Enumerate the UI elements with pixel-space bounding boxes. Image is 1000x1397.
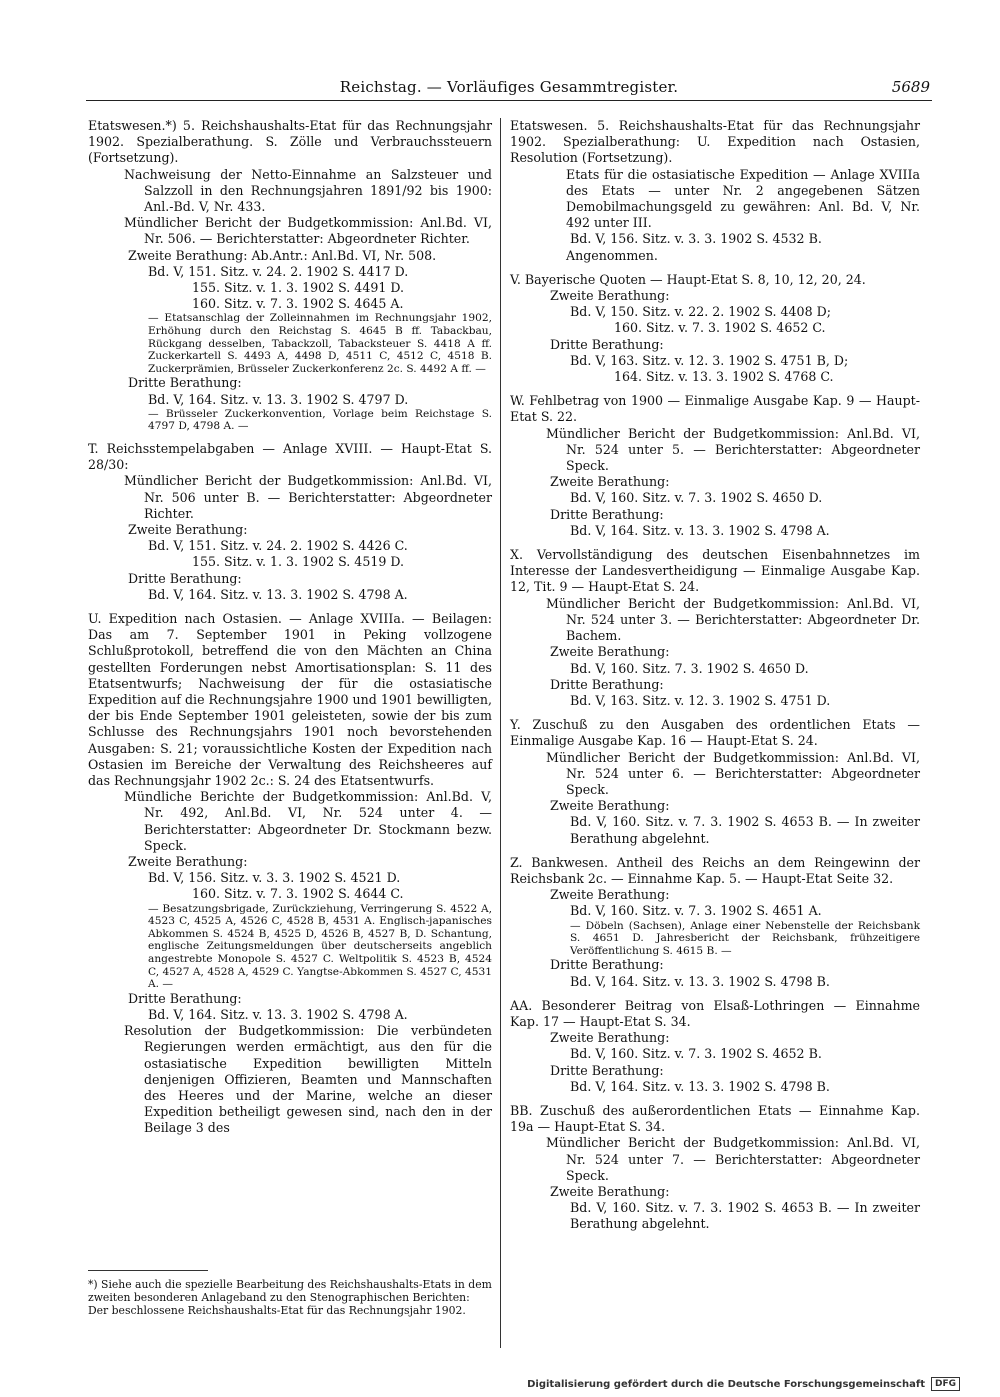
entry-line: Bd. V, 156. Sitz. v. 3. 3. 1902 S. 4532 B. bbox=[570, 231, 822, 247]
entry-heading: Z. Bankwesen. Antheil des Reichs an dem Reingewinn der Reichsbank 2c. — Einnahme Kap. 5. — Haupt-Etat Seite 32. bbox=[510, 854, 920, 886]
footnote: *) Siehe auch die spezielle Bearbeitung des Reichshaushalts-Etats in dem zweiten besonderen Anlageband zu den Stenographischen Berichten: Der beschlossene Reichshaushalts-Etat für das Rechnungsjahr 1902. bbox=[88, 1278, 492, 1317]
entry-line: Bd. V, 156. Sitz. v. 3. 3. 1902 S. 4521 D. bbox=[148, 870, 401, 886]
entry-spacer bbox=[510, 847, 920, 855]
entry-line: Mündlicher Bericht der Budgetkommission: Anl.Bd. VI, Nr. 524 unter 5. — Berichterstatter: Abgeordneter Speck. bbox=[546, 425, 920, 474]
entry-line: Dritte Berathung: bbox=[550, 1062, 664, 1078]
entry-heading: U. Expedition nach Ostasien. — Anlage XVIIIa. — Beilagen: Das am 7. September 1901 in Peking vollzogene Schlußprotokoll, betreffend die von den Mächten an China gestellten Forderungen nebst Amortisationsplan: S. 11 des Etatsentwurfs; Nachweisung der für die ostasiatische Expedition auf die Rechnungsjahre 1900 und 1901 bewilligten, der bis Ende September 1901 geleisteten, sowie der bis zum Schlusse des Rechnungsjahrs 1901 noch bevorstehenden Ausgaben: S. 21; voraussichtliche Kosten der Expedition nach Ostasien im Bereiche der Verwaltung des Reichsheeres auf das Rechnungsjahr 1902 2c.: S. 24 des Etatsentwurfs. bbox=[88, 611, 492, 789]
entry-line: Zweite Berathung: bbox=[128, 522, 248, 538]
entry-line: Bd. V, 163. Sitz. v. 12. 3. 1902 S. 4751 D. bbox=[570, 692, 831, 708]
entry-heading: Y. Zuschuß zu den Ausgaben des ordentlichen Etats — Einmalige Ausgabe Kap. 16 — Haupt-Etat S. 24. bbox=[510, 717, 920, 749]
entry-spacer bbox=[88, 433, 492, 441]
entry-line: Bd. V, 164. Sitz. v. 13. 3. 1902 S. 4797 D. bbox=[148, 391, 409, 407]
entry-line: Mündlicher Bericht der Budgetkommission: Anl.Bd. VI, Nr. 506 unter B. — Berichterstatter: Abgeordneter Richter. bbox=[124, 473, 492, 521]
entry-line: — Besatzungsbrigade, Zurückziehung, Verringerung S. 4522 A, 4523 C, 4525 A, 4526 C, 4528 B, 4531 A. Englisch-japanisches Abkommen S. 4524 B, 4525 D, 4526 B, 4527 B, D. Schantung, englische Zeitungsmeldungen über deutscherseits angeblich angestrebte Monopole S. 4527 C. Weltpolitik S. 4523 B, 4524 C, 4527 A, 4528 A, 4529 C. Yangtse-Abkommen S. 4527 C, 4531 A. — bbox=[148, 902, 492, 991]
entry-line: Dritte Berathung: bbox=[128, 570, 242, 586]
entry-heading: W. Fehlbetrag von 1900 — Einmalige Ausgabe Kap. 9 — Haupt-Etat S. 22. bbox=[510, 393, 920, 425]
entry-line: Bd. V, 151. Sitz. v. 24. 2. 1902 S. 4426 C. bbox=[148, 538, 408, 554]
entry-spacer bbox=[88, 603, 492, 611]
entry-line: Mündliche Berichte der Budgetkommission: Anl.Bd. V, Nr. 492, Anl.Bd. VI, Nr. 524 unter 4. — Berichterstatter: Abgeordneter Dr. Stockmann bezw. Speck. bbox=[124, 789, 492, 853]
entry-line: Dritte Berathung: bbox=[128, 375, 242, 391]
credit-text: Digitalisierung gefördert durch die Deutsche Forschungsgemeinschaft bbox=[527, 1378, 925, 1390]
entry-line: Resolution der Budgetkommission: Die verbündeten Regierungen werden ermächtigt, aus den für die ostasiatische Expedition bewilligten Mitteln denjenigen Offizieren, Beamten und Mannschaften des Heeres und der Marine, welche an dieser Expedition betheiligt gewesen sind, nach den in der Beilage 3 des bbox=[124, 1023, 492, 1136]
entry-line: Bd. V, 164. Sitz. v. 13. 3. 1902 S. 4798 B. bbox=[570, 973, 830, 989]
dfg-logo: DFG bbox=[931, 1377, 960, 1391]
entry-line: 164. Sitz. v. 13. 3. 1902 S. 4768 C. bbox=[614, 369, 834, 385]
entry-line: Etats für die ostasiatische Expedition — Anlage XVIIIa des Etats — unter Nr. 2 angegebenen Sätzen Demobilmachungsgeld zu gewähren: Anl. Bd. V, Nr. 492 unter III. bbox=[566, 166, 920, 231]
entry-line: 155. Sitz. v. 1. 3. 1902 S. 4491 D. bbox=[192, 280, 405, 296]
entry-line: Dritte Berathung: bbox=[550, 336, 664, 352]
entry-line: Bd. V, 164. Sitz. v. 13. 3. 1902 S. 4798 A. bbox=[148, 586, 408, 602]
entry-heading: T. Reichsstempelabgaben — Anlage XVIII. — Haupt-Etat S. 28/30: bbox=[88, 441, 492, 473]
entry-line: Zweite Berathung: bbox=[550, 288, 670, 304]
entry-spacer bbox=[510, 264, 920, 272]
entry-line: — Döbeln (Sachsen), Anlage einer Nebenstelle der Reichsbank S. 4651 D. Jahresbericht der Reichsbank, frühzeitigere Veröffentlichung S. 4615 B. — bbox=[570, 919, 920, 957]
entry-line: Zweite Berathung: bbox=[550, 887, 670, 903]
page-number: 5689 bbox=[891, 78, 930, 96]
entry-line: 160. Sitz. v. 7. 3. 1902 S. 4652 C. bbox=[614, 320, 826, 336]
entry-spacer bbox=[510, 1095, 920, 1103]
entry-line: Zweite Berathung: bbox=[550, 1030, 670, 1046]
entry-heading: Etatswesen.*) 5. Reichshaushalts-Etat für das Rechnungsjahr 1902. Spezialberathung. S. Zölle und Verbrauchssteuern (Fortsetzung). bbox=[88, 118, 492, 166]
entry-line: 160. Sitz. v. 7. 3. 1902 S. 4644 C. bbox=[192, 886, 404, 902]
right-column bbox=[510, 118, 920, 1233]
entry-line: Dritte Berathung: bbox=[550, 506, 664, 522]
entry-heading: V. Bayerische Quoten — Haupt-Etat S. 8, 10, 12, 20, 24. bbox=[510, 271, 866, 287]
entry-spacer bbox=[510, 990, 920, 998]
entry-line: Mündlicher Bericht der Budgetkommission: Anl.Bd. VI, Nr. 524 unter 7. — Berichterstatter: Abgeordneter Speck. bbox=[546, 1135, 920, 1183]
header-rule bbox=[86, 100, 932, 101]
entry-line: Zweite Berathung: bbox=[550, 1183, 670, 1199]
entry-line: Bd. V, 160. Sitz. v. 7. 3. 1902 S. 4651 A. bbox=[570, 903, 822, 919]
entry-heading: AA. Besonderer Beitrag von Elsaß-Lothringen — Einnahme Kap. 17 — Haupt-Etat S. 34. bbox=[510, 997, 920, 1029]
entry-line: Zweite Berathung: bbox=[550, 798, 670, 814]
entry-line: Bd. V, 160. Sitz. 7. 3. 1902 S. 4650 D. bbox=[570, 660, 809, 676]
entry-line: Bd. V, 164. Sitz. v. 13. 3. 1902 S. 4798 B. bbox=[570, 1078, 830, 1094]
entry-line: Zweite Berathung: Ab.Antr.: Anl.Bd. VI, Nr. 508. bbox=[128, 247, 437, 263]
entry-line: Mündlicher Bericht der Budgetkommission: Anl.Bd. VI, Nr. 524 unter 6. — Berichterstatter: Abgeordneter Speck. bbox=[546, 749, 920, 797]
entry-heading: BB. Zuschuß des außerordentlichen Etats — Einnahme Kap. 19a — Haupt-Etat S. 34. bbox=[510, 1102, 920, 1135]
entry-line: Bd. V, 160. Sitz. v. 7. 3. 1902 S. 4652 B. bbox=[570, 1046, 822, 1062]
entry-line: Bd. V, 160. Sitz. v. 7. 3. 1902 S. 4650 D. bbox=[570, 490, 823, 506]
entry-line: Bd. V, 160. Sitz. v. 7. 3. 1902 S. 4653 B. — In zweiter Berathung abgelehnt. bbox=[570, 1200, 920, 1232]
running-header bbox=[86, 78, 932, 100]
entry-line: 155. Sitz. v. 1. 3. 1902 S. 4519 D. bbox=[192, 554, 405, 570]
entry-line: Mündlicher Bericht der Budgetkommission: Anl.Bd. VI, Nr. 524 unter 3. — Berichterstatter: Abgeordneter Dr. Bachem. bbox=[546, 595, 920, 644]
entry-line: — Etatsanschlag der Zolleinnahmen im Rechnungsjahr 1902, Erhöhung durch den Reichstag S. 4645 B ff. Tabackbau, Rückgang desselben, Tabackzoll, Tabacksteuer S. 4418 A ff. Zuckerkartell S. 4493 A, 4498 D, 4511 C, 4512 C, 4518 B. Zuckerprämien, Brüsseler Zuckerkonferenz 2c. S. 4492 A ff. — bbox=[148, 312, 492, 375]
footnote-rule bbox=[88, 1270, 208, 1271]
entry-line: Dritte Berathung: bbox=[550, 957, 664, 973]
entry-spacer bbox=[510, 385, 920, 393]
entry-line: — Brüsseler Zuckerkonvention, Vorlage beim Reichstage S. 4797 D, 4798 A. — bbox=[148, 407, 492, 433]
entry-line: Nachweisung der Netto-Einnahme an Salzsteuer und Salzzoll in den Rechnungsjahren 1891/92 bis 1900: Anl.-Bd. V, Nr. 433. bbox=[124, 166, 492, 215]
entry-spacer bbox=[510, 709, 920, 717]
digitization-credit bbox=[527, 1377, 960, 1391]
entry-line: Dritte Berathung: bbox=[128, 990, 242, 1006]
left-column bbox=[88, 118, 492, 1137]
entry-line: Bd. V, 160. Sitz. v. 7. 3. 1902 S. 4653 B. — In zweiter Berathung abgelehnt. bbox=[570, 814, 920, 846]
entry-line: Mündlicher Bericht der Budgetkommission: Anl.Bd. VI, Nr. 506. — Berichterstatter: Abgeordneter Richter. bbox=[124, 215, 492, 247]
entry-line: Bd. V, 164. Sitz. v. 13. 3. 1902 S. 4798 A. bbox=[148, 1007, 408, 1023]
entry-line: Bd. V, 163. Sitz. v. 12. 3. 1902 S. 4751 B, D; bbox=[570, 352, 849, 368]
entry-line: Zweite Berathung: bbox=[128, 854, 248, 870]
entry-heading: X. Vervollständigung des deutschen Eisenbahnnetzes im Interesse der Landesvertheidigung — Einmalige Ausgabe Kap. 12, Tit. 9 — Haupt-Etat S. 24. bbox=[510, 547, 920, 595]
entry-line: Zweite Berathung: bbox=[550, 644, 670, 660]
entry-heading: Etatswesen. 5. Reichshaushalts-Etat für das Rechnungsjahr 1902. Spezialberathung: U. Expedition nach Ostasien, Resolution (Fortsetzung). bbox=[510, 118, 920, 166]
column-divider bbox=[500, 118, 501, 1348]
entry-line: Dritte Berathung: bbox=[550, 676, 664, 692]
entry-spacer bbox=[510, 539, 920, 547]
entry-line: Bd. V, 164. Sitz. v. 13. 3. 1902 S. 4798 A. bbox=[570, 522, 830, 538]
entry-line: 160. Sitz. v. 7. 3. 1902 S. 4645 A. bbox=[192, 296, 404, 312]
header-title: Reichstag. — Vorläufiges Gesammtregister. bbox=[339, 78, 679, 96]
entry-line: Bd. V, 150. Sitz. v. 22. 2. 1902 S. 4408 D; bbox=[570, 304, 831, 320]
entry-line: Angenommen. bbox=[566, 247, 658, 263]
entry-line: Zweite Berathung: bbox=[550, 474, 670, 490]
entry-line: Bd. V, 151. Sitz. v. 24. 2. 1902 S. 4417 D. bbox=[148, 263, 409, 279]
